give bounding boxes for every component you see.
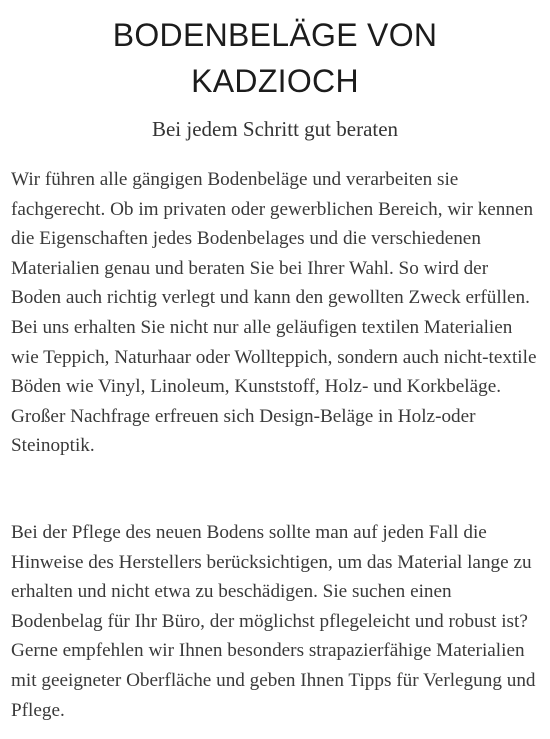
body-paragraph-1: Wir führen alle gängigen Bodenbeläge und verarbeiten sie fachgerecht. Ob im privaten oder gewerblichen Bereich, wir kennen die Eigenschaften jedes Bodenbelages und die verschiedenen Materialien genau und beraten Sie bei Ihrer Wahl. So wird der Boden auch richtig verlegt und kann den gewollten Zweck erfüllen. Bei uns erhalten Sie nicht nur alle geläufigen textilen Materialien wie Teppich, Naturhaar oder Wollteppich, sondern auch nicht-textile Böden wie Vinyl, Linoleum, Kunststoff, Holz- und Korkbeläge. Großer Nachfrage erfreuen sich Design-Beläge in Holz-oder Steinoptik. [11,169,537,457]
page-title-line-1: BODENBELÄGE VON [112,17,438,53]
page-title-line-2: KADZIOCH [191,63,359,99]
page-subtitle: Bei jedem Schritt gut beraten [151,117,399,141]
page-title [0,12,550,104]
body-paragraph-2: Bei der Pflege des neuen Bodens sollte man auf jeden Fall die Hinweise des Herstellers berücksichtigen, um das Material lange zu erhalten und nicht etwa zu beschädigen. Sie suchen einen Bodenbelag für Ihr Büro, der möglichst pflegeleicht und robust ist? Gerne empfehlen wir Ihnen besonders strapazierfähige Materialien mit geeigneter Oberfläche und geben Ihnen Tipps für Verlegung und Pflege. [11,522,536,721]
